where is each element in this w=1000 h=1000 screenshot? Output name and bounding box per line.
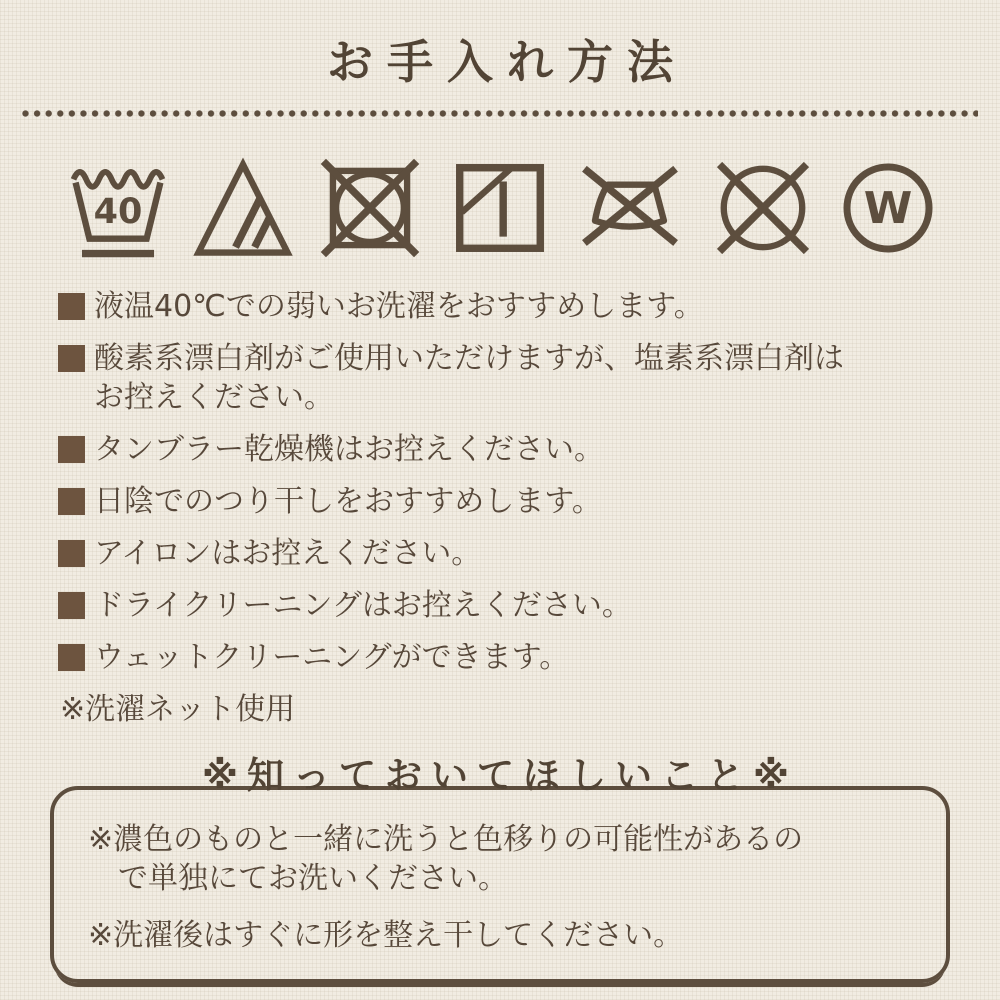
square-bullet-icon xyxy=(58,488,85,515)
care-item-text: ドライクリーニングはお控えください。 xyxy=(94,588,632,623)
no-tumble-dry-icon xyxy=(311,155,429,261)
wash-temp-label: 40 xyxy=(93,191,143,232)
care-item-text: 日陰でのつり干しをおすすめします。 xyxy=(94,484,602,519)
care-item-text: 酸素系漂白剤がご使用いただけますが、塩素系漂白剤はお控えください。 xyxy=(94,341,844,415)
note-color-transfer: ※濃色のものと一緒に洗うと色移りの可能性があるので単独にてお洗いください。 xyxy=(88,822,804,896)
square-bullet-icon xyxy=(58,644,85,671)
care-item-tumble-dry xyxy=(58,430,960,469)
care-item-text: アイロンはお控えください。 xyxy=(94,536,482,571)
care-item-text: ※洗濯ネット使用 xyxy=(60,692,296,727)
care-item-text: タンブラー乾燥機はお控えください。 xyxy=(94,432,604,467)
no-iron-icon xyxy=(571,155,689,261)
care-item-dry-clean xyxy=(58,586,960,625)
wet-clean-label: W xyxy=(863,183,913,234)
note-reshape-dry: ※洗濯後はすぐに形を整え干してください。 xyxy=(88,918,684,953)
notes-heading: ※知っておいてほしいこと※ xyxy=(202,754,798,797)
wash-tub-40-gentle-icon xyxy=(62,155,174,261)
dotted-divider xyxy=(22,110,978,117)
oxygen-bleach-icon xyxy=(190,155,296,261)
square-bullet-icon xyxy=(58,540,85,567)
square-bullet-icon xyxy=(58,436,85,463)
care-item-wash xyxy=(58,287,960,326)
square-bullet-icon xyxy=(58,345,85,372)
care-item-hang-dry xyxy=(58,482,960,521)
notes-box xyxy=(50,786,950,983)
care-item-laundry-net xyxy=(58,690,960,729)
shade-hang-dry-icon xyxy=(445,155,555,261)
laundry-symbols-row xyxy=(62,155,938,261)
care-item-bleach xyxy=(58,339,960,417)
no-dry-clean-icon xyxy=(704,155,822,261)
care-item-text: ウェットクリーニングができます。 xyxy=(94,640,570,675)
square-bullet-icon xyxy=(58,293,85,320)
care-item-iron xyxy=(58,534,960,573)
wet-clean-icon xyxy=(838,155,938,261)
care-item-wet-clean xyxy=(58,638,960,677)
care-instructions-list xyxy=(58,287,960,729)
care-item-text: 液温40℃での弱いお洗濯をおすすめします。 xyxy=(94,289,704,324)
page-title: お手入れ方法 xyxy=(327,35,687,89)
square-bullet-icon xyxy=(58,592,85,619)
